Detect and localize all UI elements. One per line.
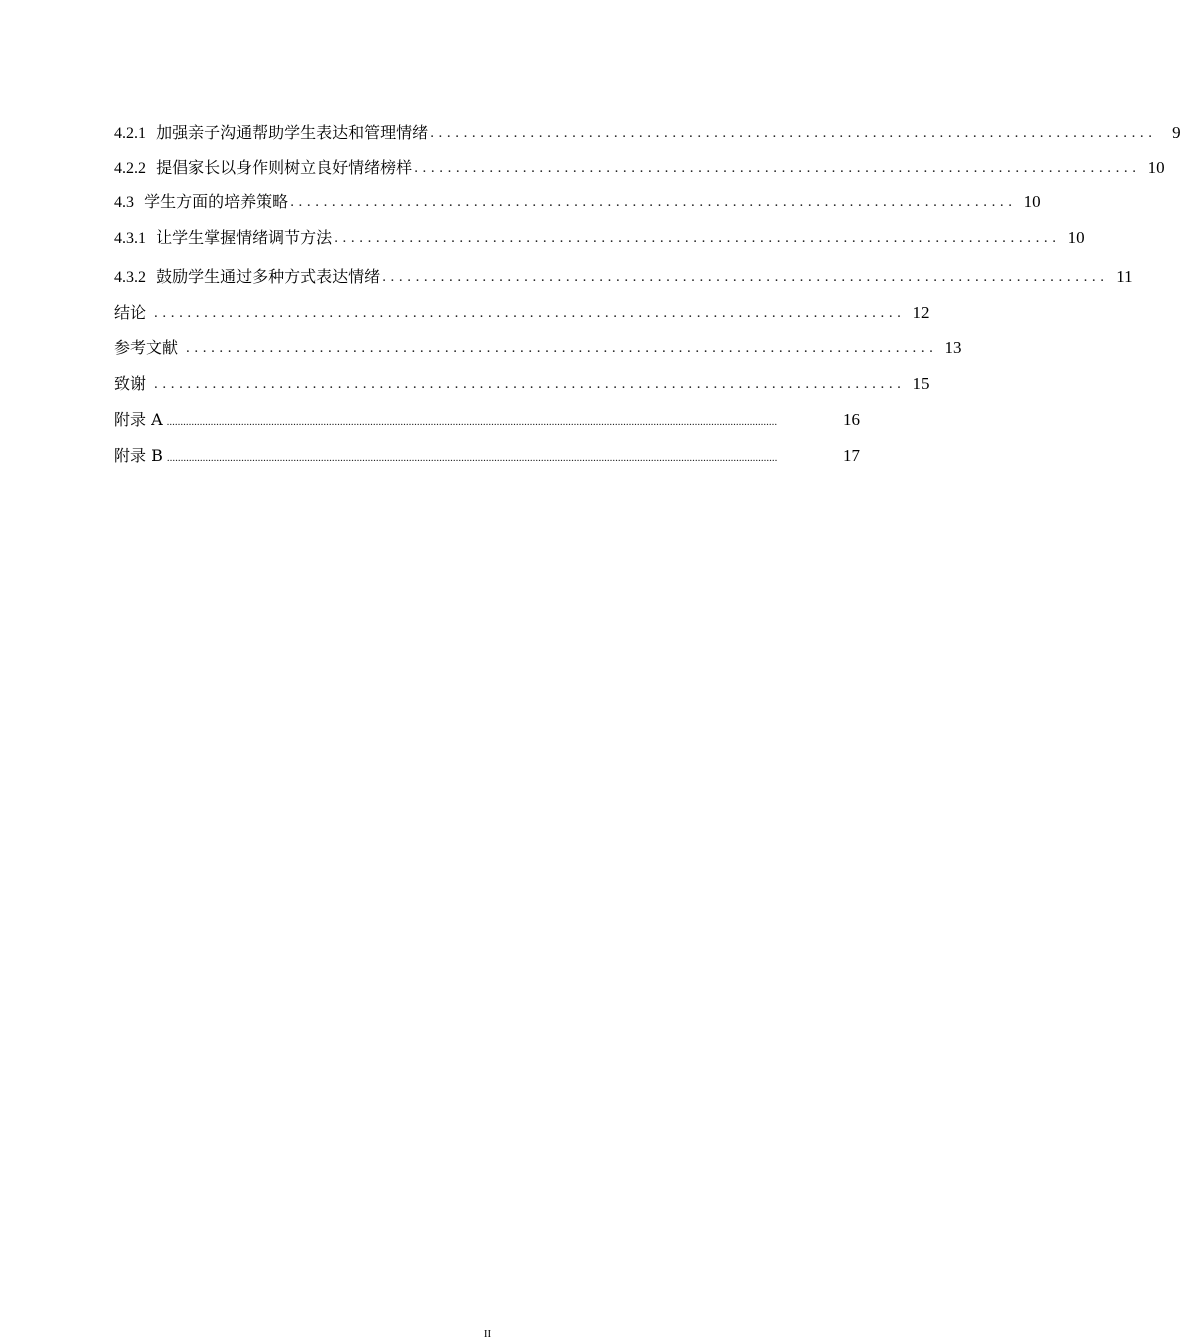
toc-leader-dots: ....................................................................................... xyxy=(430,125,1157,141)
toc-leader-dots: .......................................................................................... xyxy=(186,340,938,356)
toc-entry-title: 提倡家长以身作则树立良好情绪榜样 xyxy=(156,157,413,177)
toc-entry[interactable] xyxy=(114,156,1165,180)
toc-entry-number: 4.2.2 xyxy=(114,159,146,177)
toc-leader-dots: ....................................................................................... xyxy=(414,160,1141,176)
toc-leader-dots: ....................................................................................... xyxy=(382,269,1109,285)
toc-entry[interactable] xyxy=(114,336,962,360)
toc-entry[interactable] xyxy=(114,444,860,468)
toc-entry-label xyxy=(114,121,428,146)
toc-entry-title: 参考文献 xyxy=(114,338,179,357)
toc-entry-title: 致谢 xyxy=(114,374,147,393)
page-number: II xyxy=(483,1328,492,1340)
toc-leader-dots: .......................................................................................... xyxy=(154,305,906,321)
toc-entry-number: 4.3.2 xyxy=(114,268,146,286)
toc-entry-title: 学生方面的培养策略 xyxy=(144,191,289,211)
toc-leader-dots: .......................................................................................... xyxy=(154,376,906,392)
toc-entry-page: 12 xyxy=(912,303,930,322)
toc-entry-title: 加强亲子沟通帮助学生表达和管理情绪 xyxy=(156,122,429,142)
toc-entry[interactable] xyxy=(114,190,1041,214)
toc-entry-title: 让学生掌握情绪调节方法 xyxy=(156,227,333,247)
toc-entry[interactable] xyxy=(114,372,930,396)
toc-entry-page: 15 xyxy=(912,374,930,393)
toc-leader-dots: ....................................................................................... xyxy=(334,230,1061,246)
toc-entry-page: 9 xyxy=(1172,123,1181,142)
toc-entry[interactable] xyxy=(114,265,1133,289)
toc-entry-number: 4.3.1 xyxy=(114,229,146,247)
toc-entry-title: 附录 B xyxy=(114,446,163,465)
toc-entry-label xyxy=(114,226,332,251)
toc-leader-dots: .............................................................................................................................................................................................................................. xyxy=(166,452,778,464)
toc-entry[interactable] xyxy=(114,408,860,432)
toc-entry-page: 13 xyxy=(944,338,962,357)
toc-entry-page: 17 xyxy=(843,446,860,465)
toc-leader-dots: .............................................................................................................................................................................................................................. xyxy=(166,416,778,428)
toc-entry[interactable] xyxy=(114,121,1181,145)
toc-entry[interactable] xyxy=(114,301,930,325)
toc-entry-label xyxy=(114,190,288,215)
toc-entry-title: 附录 A xyxy=(114,410,163,429)
toc-leader-dots: ....................................................................................... xyxy=(290,194,1017,210)
toc-entry-page: 10 xyxy=(1067,228,1085,247)
toc-entry-page: 16 xyxy=(843,410,860,429)
toc-entry-page: 10 xyxy=(1147,158,1165,177)
toc-entry-number: 4.3 xyxy=(114,193,134,211)
toc-entry-label xyxy=(114,156,412,181)
toc-entry-number: 4.2.1 xyxy=(114,124,146,142)
toc-entry-title: 鼓励学生通过多种方式表达情绪 xyxy=(156,266,381,286)
toc-entry-label xyxy=(114,265,380,290)
toc-entry-page: 11 xyxy=(1116,267,1133,286)
toc-entry-title: 结论 xyxy=(114,303,147,322)
toc-entry-page: 10 xyxy=(1023,192,1041,211)
toc-entry[interactable] xyxy=(114,226,1085,250)
